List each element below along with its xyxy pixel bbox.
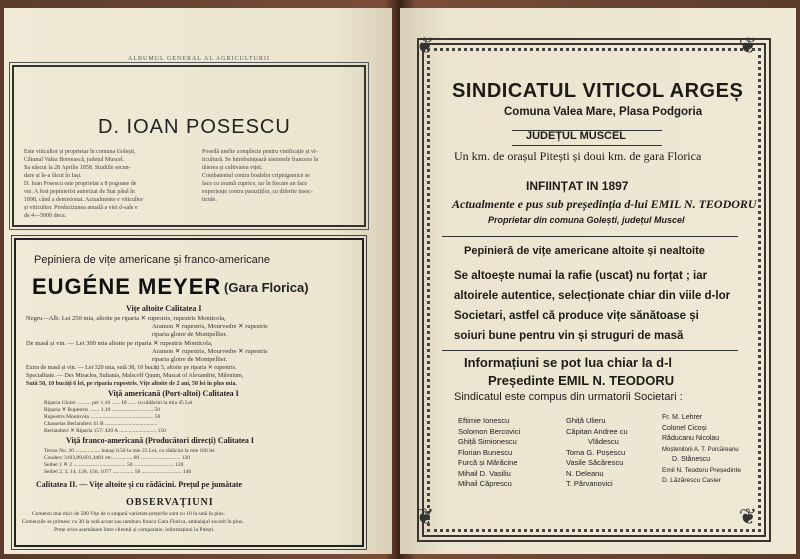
members-col3: Fr. M. Lehrer Colonel Cicoși Răducanu Nicolau Moștenitorii A. T. Purcăreanu D. Stănescu Emil N. Teodoru Președinte D. Lăzărescu Casier — [662, 414, 742, 484]
running-head: ALBUMUL GENERAL AL AGRICULTURII — [128, 56, 270, 62]
divider — [442, 350, 738, 351]
sindicat-paragraph: Se altoește numai la rafie (uscat) nu forțat ; iar altoirele autentice, selecționate chiar din viile d-lor Societari, astfel că produce vițe sănătoase și soiuri bune pentru vin și struguri de masă — [454, 270, 731, 342]
meyer-line: Terras No. 20 .................. butași 0.50 la mie 25 Lei, cu rădăcini la mie 100 lei — [44, 448, 215, 454]
posescu-col1: Este viticultor și proprietar în comuna Golești, Cătunul Valea Boerească, județul Muscel. Sa născut la 28 Aprilie 1858. Studiile secun- dare și le-a făcut în Iași. D. Ioan Posescu este proprietar a 8 pogoane de vie. A fost pepinierist autorizat de Stat până în 1898, când a demisionat. Actualmente e viticultor și viticultor. Producțiunea anuală a viei d-sale e de 4—5000 deca. — [24, 149, 144, 219]
sindicat-founded: INFIINȚAT IN 1897 — [526, 179, 629, 193]
meyer-line: Aramon ✕ rupestris, Mourvedre ✕ rupestris — [152, 323, 268, 330]
meyer-subtitle: Pepiniera de vițe americane și franco-americane — [34, 254, 271, 266]
sindicat-county: JUDEȚUL MUSCEL — [526, 130, 627, 142]
meyer-line: Riparia ✕ Rupestris ....... 1.10 .............................. 50 — [44, 407, 160, 413]
meyer-line: riparia gloire de Montpellier. — [152, 331, 228, 338]
posescu-title: D. IOAN POSESCU — [98, 116, 291, 138]
meyer-h1: Vițe altoite Calitatea I — [126, 304, 202, 313]
meyer-note: Comenzile se primesc cu 30 la sută acont sau ramburs franco Gara Florica, ambalajul socotit în plus. — [22, 519, 244, 525]
meyer-line: riparia gloire de Montpellier. — [152, 356, 228, 363]
meyer-line: Berlandieri ✕ Riparia 157/ 420 A ........................... 150 — [44, 428, 166, 434]
flourish-icon: ❦ — [415, 504, 435, 529]
flourish-icon: ❦ — [415, 33, 435, 58]
sindicat-location: Un km. de orașul Pitești și doui km. de gara Florica — [454, 149, 702, 163]
members-col1: Eftimie Ionescu Solomon Bercovici Ghiță Simionescu Florian Bunescu Furcă și Mărăcine Mihail D. Vasiliu Mihail Căprescu — [458, 416, 521, 488]
meyer-line: Negru—Alb. Lei 250 mia, altoite pe riparia ✕ rupestris, rupestris Monticola, — [26, 315, 226, 322]
meyer-gara: (Gara Florica) — [224, 280, 309, 295]
sindicat-info2: Președinte EMIL N. TEODORU — [488, 373, 675, 388]
meyer-line: Extra de masă și vin. — Lei 320 mia, sută 38, 10 bucăți 5, altoite pe riparia ✕ rupestris. — [26, 365, 237, 371]
meyer-line: Riparia Gloire .......... per 1.10 ...... 18 ...... cu rădăcini la mia 45 Lei — [44, 400, 193, 406]
meyer-h2: Viță americană (Port-altoi) Calitatea I — [108, 389, 239, 398]
members-col2: Ghiță Ulieru Căpitan Andree cu Vlădescu Toma G. Poșescu Vasile Săcărescu N. Deleanu T. Pârvanovici — [566, 416, 628, 488]
meyer-line: Aramon ✕ rupestris, Mourvedre ✕ rupestris — [152, 348, 268, 355]
meyer-note: Comenzi mai mici de 500 Vițe de o singură varietate prețurile sunt cu 10 la sută în plus. — [32, 511, 225, 517]
sindicat-info1: Informațiuni se pot lua chiar la d-l — [464, 355, 673, 370]
sindicat-title: SINDICATUL VITICOL ARGEȘ — [452, 80, 744, 102]
divider — [512, 145, 662, 146]
left-page — [4, 8, 392, 554]
flourish-icon: ❦ — [738, 33, 758, 58]
meyer-line: Specialitate. — Des Miracles, Sultania, Malscoff Quum, Muscat of Alexandrie, Milenium, — [26, 373, 244, 379]
sindicat-info3: Sindicatul este compus din urmatorii Societari : — [454, 391, 683, 403]
meyer-h3: Viță franco-americană (Producători direcți) Calitatea I — [66, 436, 255, 445]
meyer-name: EUGÉNE MEYER — [32, 274, 222, 299]
right-page — [400, 8, 796, 554]
meyer-line: Rupestris Monticola .............................................. 50 — [44, 414, 161, 420]
meyer-line: Seibel 1 ✕ 2 ...................................... 50 ............................. 120 — [44, 462, 184, 468]
meyer-h4: Calitatea II. — Vițe altoite și cu rădăcini. Prețul pe jumătate — [36, 480, 243, 489]
sindicat-commune: Comuna Valea Mare, Plasa Podgoria — [504, 106, 703, 118]
meyer-line: Sută 50, 10 bucăți 6 lei, pe riparia rupestris. Vițe altoite de 2 ani, 50 lei în plus mia. — [26, 381, 237, 387]
meyer-line: Couderc 3103,89,601,4401 etc. ............. 60 ............................. 120 — [44, 455, 191, 461]
sindicat-president-line: Actualmente e pus sub președinția d-lui EMIL N. TEODORU — [452, 197, 757, 211]
meyer-note: Prețe orice asemănare între clientul și comparatie, informațiuni la Pitești. — [54, 527, 215, 533]
meyer-line: Chasselas Berlandieri 41 B ...................................... — [44, 421, 158, 427]
meyer-observ: OBSERVAȚIUNI — [126, 497, 214, 508]
sindicat-owner-line: Proprietar din comuna Golești, județul Muscel — [488, 215, 685, 225]
meyer-line: De masă și vin. — Lei 300 mia altoite pe riparia ✕ rupestris Monticola, — [26, 340, 213, 347]
sindicat-nursery: Pepinieră de vițe americane altoite și nealtoite — [464, 245, 705, 257]
meyer-line: Seibel 2, 3, 14, 128, 156, 1077 ............... 50 ............................. 140 — [44, 469, 192, 475]
flourish-icon: ❦ — [738, 504, 758, 529]
posescu-col2: Posedă unelte complecte pentru vinificație și vi- ticultură. Se întrebuințează sistemele franceze în tăierea și cultivarea viței. Combatentul contra boalelor criptogamice se face cu zeamă cuprice, iar în fiecare an face experiențe contra paraziților, cu diferite insec- ticide. — [202, 149, 319, 203]
divider — [442, 236, 738, 237]
